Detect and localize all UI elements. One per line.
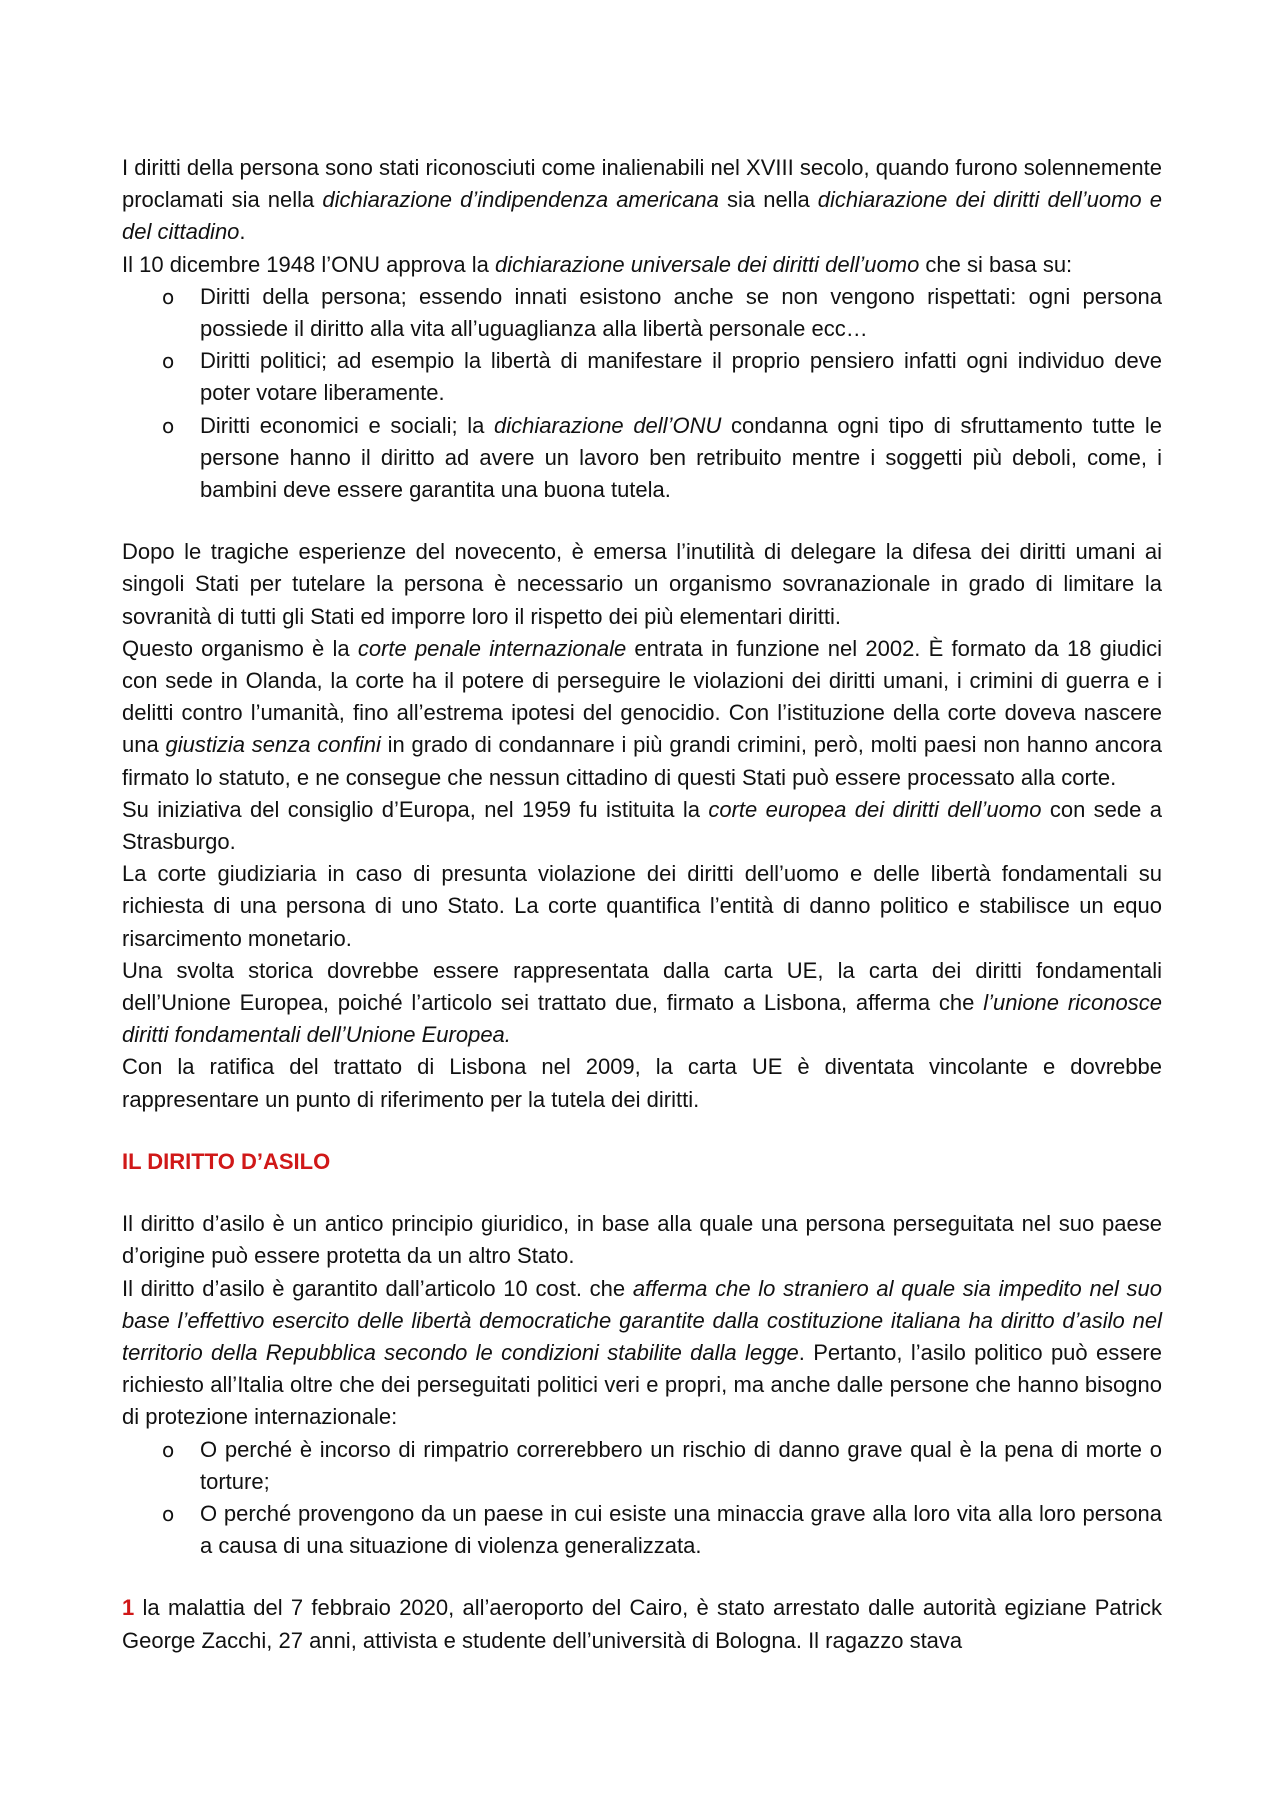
list-item-text: Diritti economici e sociali; la (200, 412, 495, 438)
eu-charter-paragraph (122, 955, 1162, 1052)
text-run: Questo organismo è la (122, 635, 358, 661)
rights-list (122, 281, 1162, 506)
document-page (122, 152, 1162, 1657)
paragraph: Dopo le tragiche esperienze del novecento, è emersa l’inutilità di delegare la difesa dei diritti umani ai singoli Stati per tutelare la persona è necessario un organismo sovranazionale in grado di limitare la sovranità di tutti gli Stati ed imporre loro il rispetto dei più elementari diritti. (122, 539, 1162, 629)
list-item (122, 1498, 1162, 1562)
list-item-text: O perché provengono da un paese in cui esiste una minaccia grave alla loro vita alla loro persona a causa di una situazione di violenza generalizzata. (200, 1500, 1162, 1559)
paragraph: Con la ratifica del trattato di Lisbona nel 2009, la carta UE è diventata vincolante e dovrebbe rappresentare un punto di riferimento per la tutela dei diritti. (122, 1054, 1162, 1112)
list-item-text: condanna ogni tipo di sfruttamento tutte le persone hanno il diritto ad avere un lavoro ben retribuito mentre i soggetti più deboli, come, i bambini deve essere garantita una buona tutela. (200, 412, 1162, 503)
text-run: Il 10 dicembre 1948 l’ONU approva la (122, 251, 495, 277)
paragraph: Il diritto d’asilo è un antico principio giuridico, in base alla quale una persona perseguitata nel suo paese d’origine può essere protetta da un altro Stato. (122, 1211, 1162, 1269)
text-run: che si basa su: (919, 251, 1073, 277)
paragraph-gap (122, 1178, 1162, 1208)
case-number: 1 (122, 1595, 135, 1621)
italic-text-run: dichiarazione dei diritti dell’uomo e del cittadino (122, 187, 1162, 245)
text-run: . (239, 219, 246, 245)
asylum-article-paragraph (122, 1273, 1162, 1434)
list-item (122, 345, 1162, 409)
list-item-text: Diritti politici; ad esempio la libertà di manifestare il proprio pensiero infatti ogni individuo deve poter votare liberamente. (200, 348, 1162, 406)
italic-text-run: giustizia senza confini (165, 732, 381, 758)
paragraph-gap (122, 1562, 1162, 1592)
bullet-marker: o (162, 284, 175, 309)
text-run: Su iniziativa del consiglio d’Europa, nel 1959 fu istituita la (122, 796, 709, 822)
italic-text-run: afferma che lo straniero al quale sia impedito nel suo base l’effettivo esercito delle libertà democratiche garantite dalla costituzione italiana ha diritto d’asilo nel territorio della Repubblica secondo le condizioni stabilite dalla legge (122, 1275, 1163, 1365)
paragraph: La corte giudiziaria in caso di presunta violazione dei diritti dell’uomo e delle libertà fondamentali su richiesta di una persona di uno Stato. La corte quantifica l’entità di danno politico e stabilisce un equo risarcimento monetario. (122, 861, 1162, 951)
text-run: con sede a Strasburgo. (122, 796, 1162, 855)
bullet-marker: o (162, 1437, 175, 1462)
case-paragraph (122, 1592, 1162, 1656)
paragraph-gap (122, 1116, 1162, 1146)
italic-text-run: dichiarazione dell’ONU (494, 412, 722, 438)
section-heading: IL DIRITTO D’ASILO (122, 1148, 331, 1174)
echr-paragraph (122, 794, 1162, 858)
text-run: Il diritto d’asilo è garantito dall’articolo 10 cost. che (122, 1275, 633, 1301)
italic-text-run: corte penale internazionale (357, 635, 627, 661)
text-run: entrata in funzione nel 2002. È formato da 18 giudici con sede in Olanda, la corte ha il potere di perseguire le violazioni dei diritti umani, i crimini di guerra e i delitti contro l’umanità, fino all’estrema ipotesi del genocidio. Con l’istituzione della corte doveva nascere una (122, 635, 1162, 758)
bullet-marker: o (162, 413, 175, 438)
onu-paragraph (122, 249, 1162, 281)
list-item-text: O perché è incorso di rimpatrio correrebbero un rischio di danno grave qual è la pena di morte o torture; (200, 1436, 1162, 1494)
text-run: Una svolta storica dovrebbe essere rappresentata dalla carta UE, la carta dei diritti fondamentali dell’Unione Europea, poiché l’articolo sei trattato due, firmato a Lisbona, afferma che (122, 957, 1162, 1016)
bullet-marker: o (162, 349, 175, 374)
italic-text-run: dichiarazione universale dei diritti dell’uomo (494, 251, 920, 277)
text-run: in grado di condannare i più grandi crimini, però, molti paesi non hanno ancora firmato lo statuto, e ne consegue che nessun cittadino di questi Stati può essere processato alla corte. (122, 732, 1162, 790)
text-run: la malattia del 7 febbraio 2020, all’aeroporto del Cairo, è stato arrestato dalle autorità egiziane Patrick George Zacchi, 27 anni, attivista e studente dell’università di Bologna. Il ragazzo stava (122, 1595, 1162, 1653)
text-run: I diritti della persona sono stati riconosciuti come inalienabili nel XVIII secolo, quando furono solennemente proclamati sia nella (122, 155, 1162, 213)
italic-text-run: l’unione riconosce diritti fondamentali dell’Unione Europea. (122, 990, 1162, 1048)
icc-paragraph (122, 633, 1162, 794)
intro-paragraph (122, 152, 1162, 249)
text-run: sia nella (718, 187, 818, 213)
italic-text-run: dichiarazione d’indipendenza americana (322, 187, 719, 213)
list-item-text: Diritti della persona; essendo innati esistono anche se non vengono rispettati: ogni persona possiede il diritto alla vita all’uguaglianza alla libertà personale ecc… (200, 283, 1162, 342)
italic-text-run: corte europea dei diritti dell’uomo (708, 796, 1042, 822)
list-item (122, 410, 1162, 507)
paragraph-gap (122, 506, 1162, 536)
bullet-marker: o (162, 1501, 175, 1526)
list-item (122, 1434, 1162, 1498)
list-item (122, 281, 1162, 345)
text-run: . Pertanto, l’asilo politico può essere richiesto all’Italia oltre che dei perseguitati politici veri e propri, ma anche dalle persone che hanno bisogno di protezione internazionale: (122, 1339, 1162, 1430)
asylum-list (122, 1434, 1162, 1563)
